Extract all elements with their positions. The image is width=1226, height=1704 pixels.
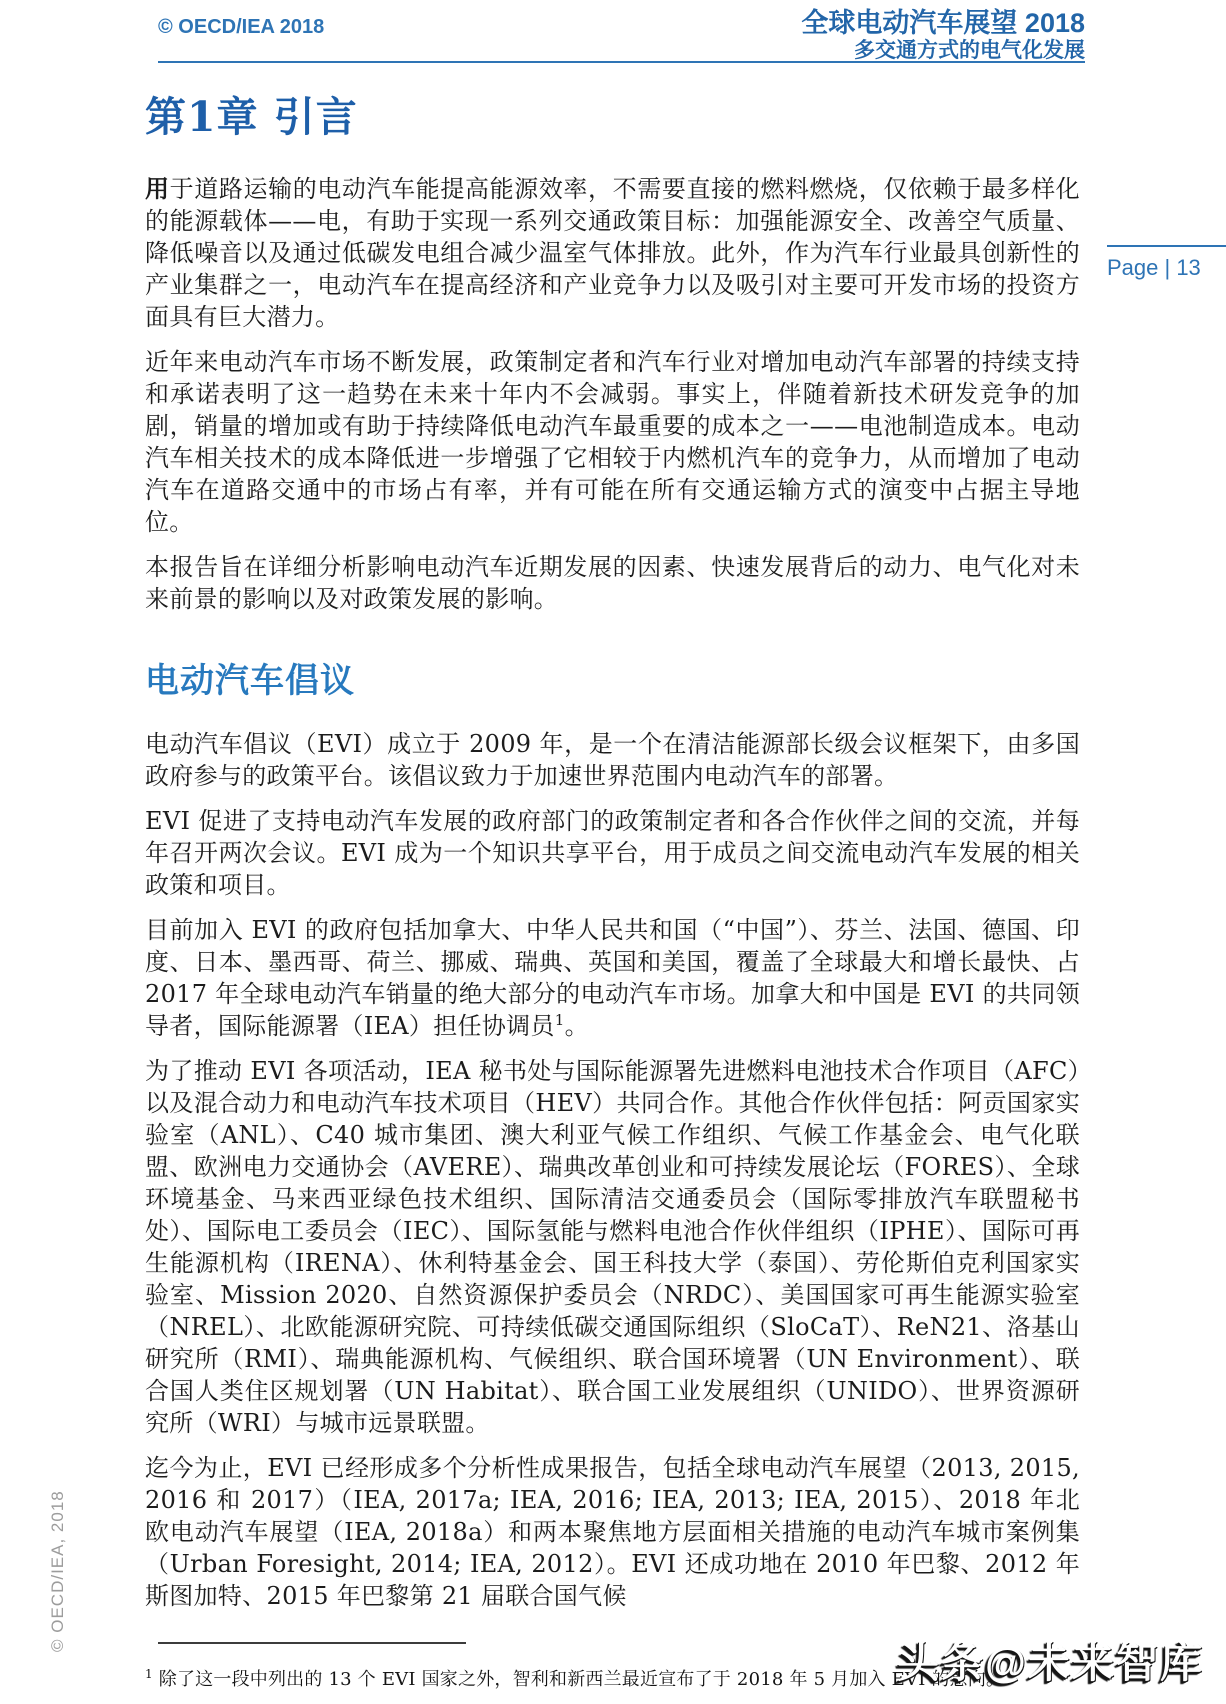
chapter-title: 第1章 引言 [145, 93, 358, 141]
report-subtitle: 多交通方式的电气化发展 [854, 39, 1085, 62]
paragraph-evi-1: 电动汽车倡议（EVI）成立于 2009 年，是一个在清洁能源部长级会议框架下，由多国政府参与的政策平台。该倡议致力于加速世界范围内电动汽车的部署。 [145, 730, 1080, 790]
paragraph-evi-5: 迄今为止，EVI 已经形成多个分析性成果报告，包括全球电动汽车展望（2013, 2015, 2016 和 2017）（IEA, 2017a; IEA, 2016; IEA, 2013; IEA, 2015）、2018 年北欧电动汽车展望（IEA, 2018a）和两本聚焦地方层面相关措施的电动汽车城市案例集（Urban Foresight, 2014; IEA, 2012）。EVI 还成功地在 2010 年巴黎、2012 年斯图加特、2015 年巴黎第 21 届联合国气候 [145, 1454, 1080, 1610]
paragraph-intro-2: 近年来电动汽车市场不断发展，政策制定者和汽车行业对增加电动汽车部署的持续支持和承诺表明了这一趋势在未来十年内不会减弱。事实上，伴随着新技术研发竞争的加剧，销量的增加或有助于持续降低电动汽车最重要的成本之一——电池制造成本。电动汽车相关技术的成本降低进一步增强了它相较于内燃机汽车的竞争力，从而增加了电动汽车在道路交通中的市场占有率，并有可能在所有交通运输方式的演变中占据主导地位。 [145, 348, 1080, 536]
footnote-reference: 1 [554, 1011, 565, 1029]
page-number: Page | 13 [1107, 255, 1201, 280]
paragraph-evi-3-end: 。 [564, 1012, 589, 1040]
watermark: 头条@未来智库 [897, 1639, 1204, 1686]
paragraph-evi-4: 为了推动 EVI 各项活动，IEA 秘书处与国际能源署先进燃料电池技术合作项目（AFC）以及混合动力和电动汽车技术项目（HEV）共同合作。其他合作伙伴包括：阿贡国家实验室（ANL）、C40 城市集团、澳大利亚气候工作组织、气候工作基金会、电气化联盟、欧洲电力交通协会（AVERE）、瑞典改革创业和可持续发展论坛（FORES）、全球环境基金、马来西亚绿色技术组织、国际清洁交通委员会（国际零排放汽车联盟秘书处）、国际电工委员会（IEC）、国际氢能与燃料电池合作伙伴组织（IPHE）、国际可再生能源机构（IRENA）、休利特基金会、国王科技大学（泰国）、劳伦斯伯克利国家实验室、Mission 2020、自然资源保护委员会（NRDC）、美国国家可再生能源实验室（NREL）、北欧能源研究院、可持续低碳交通国际组织（SloCaT）、ReN21、洛基山研究所（RMI）、瑞典能源机构、气候组织、联合国环境署（UN Environment）、联合国人类住区规划署（UN Habitat）、联合国工业发展组织（UNIDO）、世界资源研究所（WRI）与城市远景联盟。 [145, 1057, 1080, 1437]
paragraph-intro-3: 本报告旨在详细分析影响电动汽车近期发展的因素、快速发展背后的动力、电气化对未来前景的影响以及对政策发展的影响。 [145, 553, 1080, 613]
paragraph-intro-1 [145, 173, 1080, 333]
footnote-text: 除了这一段中列出的 13 个 EVI 国家之外，智利和新西兰最近宣布了于 2018 年 5 月加入 EVI 的意向。 [152, 1669, 1005, 1690]
paragraph-evi-3-text: 目前加入 EVI 的政府包括加拿大、中华人民共和国（“中国”）、芬兰、法国、德国、印度、日本、墨西哥、荷兰、挪威、瑞典、英国和美国，覆盖了全球最大和增长最快、占 2017 年全球电动汽车销量的绝大部分的电动汽车市场。加拿大和中国是 EVI 的共同领导者，国际能源署（IEA）担任协调员 [145, 916, 1080, 1040]
report-title: 全球电动汽车展望 2018 [801, 8, 1085, 38]
footnote-marker: 1 [145, 1667, 153, 1681]
paragraph-intro-1-text: 于道路运输的电动汽车能提高能源效率，不需要直接的燃料燃烧，仅依赖于最多样化的能源载体——电，有助于实现一系列交通政策目标：加强能源安全、改善空气质量、降低噪音以及通过低碳发电组合减少温室气体排放。此外，作为汽车行业最具创新性的产业集群之一，电动汽车在提高经济和产业竞争力以及吸引对主要可开发市场的投资方面具有巨大潜力。 [145, 175, 1080, 331]
section-title-evi: 电动汽车倡议 [145, 662, 355, 700]
header-title-block [801, 8, 1085, 64]
lead-character: 用 [145, 174, 170, 203]
paragraph-evi-2: EVI 促进了支持电动汽车发展的政府部门的政策制定者和各合作伙伴之间的交流，并每年召开两次会议。EVI 成为一个知识共享平台，用于成员之间交流电动汽车发展的相关政策和项目。 [145, 807, 1080, 899]
footnote-divider [158, 1642, 466, 1644]
header-copyright: © OECD/IEA 2018 [158, 16, 325, 38]
paragraph-evi-3 [145, 914, 1080, 1042]
side-copyright: © OECD/IEA, 2018 [48, 1490, 67, 1652]
main-content [145, 84, 1080, 1692]
page-number-block [1107, 245, 1226, 281]
header-divider [158, 61, 1085, 63]
